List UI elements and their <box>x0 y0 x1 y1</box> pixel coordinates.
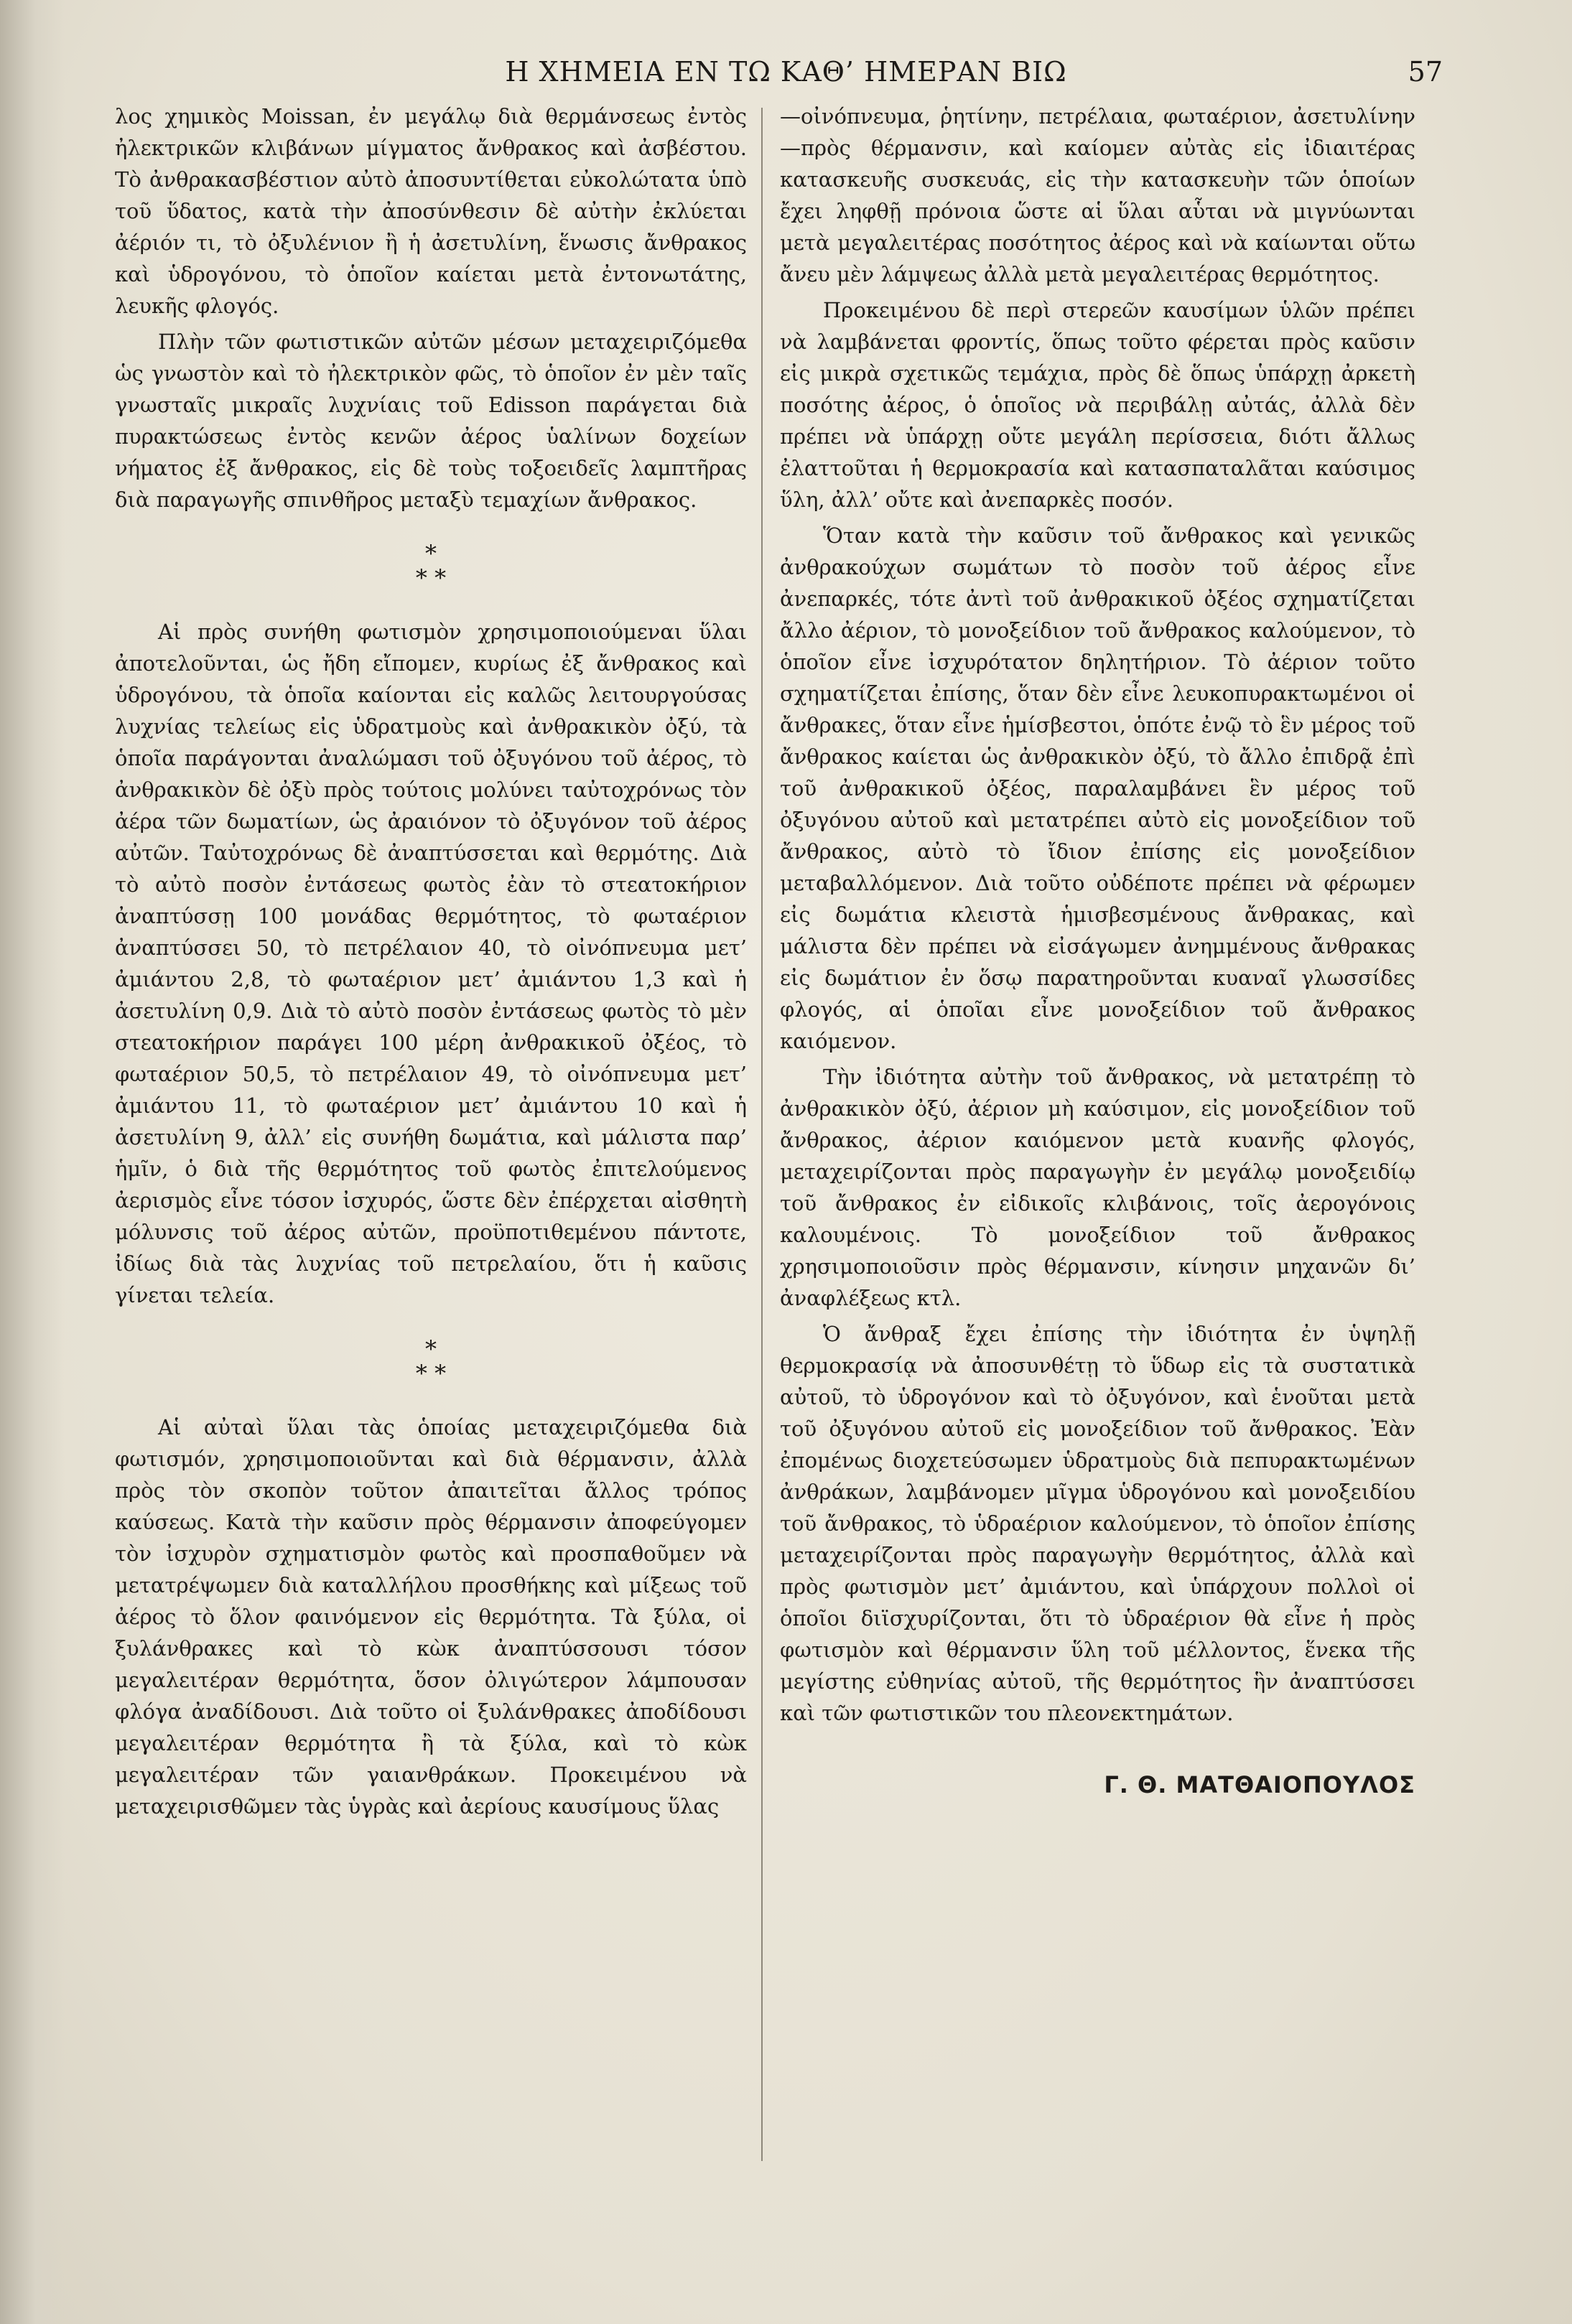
asterisk-top: * <box>425 1335 437 1363</box>
column-divider <box>761 108 763 2161</box>
paragraph: Αἱ πρὸς συνήθη φωτισμὸν χρησιμοποιούμεναι ὕλαι ἀποτελοῦνται, ὡς ἤδη εἴπομεν, κυρίως ἐξ ἄνθρακος καὶ ὑδρογόνου, τὰ ὁποῖα καίονται εἰς καλῶς λειτουργούσας λυχνίας τελείως εἰς ὑδρατμοὺς καὶ ἀνθρακικὸν ὀξύ, τὰ ὁποῖα παράγονται ἀναλώμασι τοῦ ὀξυγόνου τοῦ ἀέρος, τὸ ἀνθρακικὸν δὲ ὀξὺ πρὸς τούτοις μολύνει ταὐτοχρόνως τὸν ἀέρα τῶν δωματίων, ὡς ἀραιόνον τὸ ὀξυγόνον τοῦ ἀέρος αὐτῶν. Ταὐτοχρόνως δὲ ἀναπτύσσεται καὶ θερμότης. Διὰ τὸ αὐτὸ ποσὸν ἐντάσεως φωτὸς ἐὰν τὸ στεατοκήριον ἀναπτύσσῃ 100 μονάδας θερμότητος, τὸ φωταέριον ἀναπτύσσει 50, τὸ πετρέλαιον 40, τὸ οἰνόπνευμα μετ’ ἀμιάντου 2,8, τὸ φωταέριον μετ’ ἀμιάντου 1,3 καὶ ἡ ἀσετυλίνη 0,9. Διὰ τὸ αὐτὸ ποσὸν ἐντάσεως φωτὸς τὸ μὲν στεατοκήριον παράγει 100 μέρη ἀνθρακικοῦ ὀξέος, τὸ φωταέριον 50,5, τὸ πετρέλαιον 49, τὸ οἰνόπνευμα μετ’ ἀμιάντου 11, τὸ φωταέριον μετ’ ἀμιάντου 10 καὶ ἡ ἀσετυλίνη 9, ἀλλ’ εἰς συνήθη δωμάτια, καὶ μάλιστα παρ’ ἡμῖν, ὁ διὰ τῆς θερμότητος τοῦ φωτὸς ἐπιτελούμενος ἀερισμὸς εἶνε τόσον ἰσχυρός, ὥστε δὲν ἐπέρχεται αἰσθητὴ μόλυνσις τοῦ ἀέρος αὐτῶν, προϋποτιθεμένου πάντοτε, ἰδίως διὰ τὰς λυχνίας τοῦ πετρελαίου, ὅτι ἡ καῦσις γίνεται τελεία. <box>115 620 747 1307</box>
page-number: 57 <box>1408 56 1443 88</box>
asterisk-top: * <box>425 540 437 567</box>
paragraph: λος χημικὸς Moissan, ἐν μεγάλῳ διὰ θερμάνσεως ἐντὸς ἠλεκτρικῶν κλιβάνων μίγματος ἄνθρακος καὶ ἀσβέστου. Τὸ ἀνθρακασβέστιον αὐτὸ ἀποσυντίθεται εὐκολώτατα ὑπὸ τοῦ ὕδατος, κατὰ τὴν ἀποσύνθεσιν δὲ αὐτὴν ἐκλύεται ἀέριόν τι, τὸ ὀξυλένιον ἢ ἡ ἀσετυλίνη, ἕνωσις ἄνθρακος καὶ ὑδρογόνου, τὸ ὁποῖον καίεται μετὰ ἐντονωτάτης, λευκῆς φλογός. <box>115 104 747 318</box>
asterisk-bottom: * * <box>415 564 447 592</box>
paragraph: Πλὴν τῶν φωτιστικῶν αὐτῶν μέσων μεταχειριζόμεθα ὡς γνωστὸν καὶ τὸ ἠλεκτρικὸν φῶς, τὸ ὁποῖον ἐν μὲν ταῖς γνωσταῖς μικραῖς λυχνίαις τοῦ Edisson παράγεται διὰ πυρακτώσεως ἐντὸς κενῶν ἀέρος ὑαλίνων δοχείων νήματος ἐξ ἄνθρακος, εἰς δὲ τοὺς τοξοειδεῖς λαμπτῆρας διὰ παραγωγῆς σπινθῆρος μεταξὺ τεμαχίων ἄνθρακος. <box>115 330 747 512</box>
left-column <box>115 101 747 1826</box>
right-column <box>780 101 1415 1801</box>
paragraph: Αἱ αὐταὶ ὕλαι τὰς ὁποίας μεταχειριζόμεθα διὰ φωτισμόν, χρησιμοποιοῦνται καὶ διὰ θέρμανσιν, ἀλλὰ πρὸς τὸν σκοπὸν τοῦτον ἀπαιτεῖται ἄλλος τρόπος καύσεως. Κατὰ τὴν καῦσιν πρὸς θέρμανσιν ἀποφεύγομεν τὸν ἰσχυρὸν σχηματισμὸν φωτὸς καὶ προσπαθοῦμεν νὰ μετατρέψωμεν διὰ καταλλήλου προσθήκης καὶ μίξεως τοῦ ἀέρος τὸ ὅλον φαινόμενον εἰς θερμότητα. Τὰ ξύλα, οἱ ξυλάνθρακες καὶ τὸ κὼκ ἀναπτύσσουσι τόσον μεγαλειτέραν θερμότητα, ὅσον ὀλιγώτερον λάμπουσαν φλόγα ἀναδίδουσι. Διὰ τοῦτο οἱ ξυλάνθρακες ἀποδίδουσι μεγαλειτέραν θερμότητα ἢ τὰ ξύλα, καὶ τὸ κὼκ μεγαλειτέραν τῶν γαιανθράκων. Προκειμένου νὰ μεταχειρισθῶμεν τὰς ὑγρὰς καὶ ἀερίους καυσίμους ὕλας <box>115 1415 747 1819</box>
asterisk-bottom: * * <box>415 1360 447 1387</box>
section-separator <box>115 541 747 590</box>
author-signature: Γ. Θ. ΜΑΤΘΑΙΟΠΟΥΛΟΣ <box>1104 1771 1415 1798</box>
paragraph: Ὅταν κατὰ τὴν καῦσιν τοῦ ἄνθρακος καὶ γενικῶς ἀνθρακούχων σωμάτων τὸ ποσὸν τοῦ ἀέρος εἶνε ἀνεπαρκές, τότε ἀντὶ τοῦ ἀνθρακικοῦ ὀξέος σχηματίζεται ἄλλο ἀέριον, τὸ μονοξείδιον τοῦ ἄνθρακος καλούμενον, τὸ ὁποῖον εἶνε ἰσχυρότατον δηλητήριον. Τὸ ἀέριον τοῦτο σχηματίζεται ἐπίσης, ὅταν δὲν εἶνε λευκοπυρακτωμένοι οἱ ἄνθρακες, ὅταν εἶνε ἡμίσβεστοι, ὁπότε ἐνῷ τὸ ἓν μέρος τοῦ ἄνθρακος καίεται ὡς ἀνθρακικὸν ὀξύ, τὸ ἄλλο ἐπιδρᾷ ἐπὶ τοῦ ἀνθρακικοῦ ὀξέος, παραλαμβάνει ἓν μέρος τοῦ ὀξυγόνου αὐτοῦ καὶ μετατρέπει αὐτὸ εἰς μονοξείδιον τοῦ ἄνθρακος, αὐτὸ τὸ ἴδιον ἐπίσης εἰς μονοξείδιον μεταβαλλόμενον. Διὰ τοῦτο οὐδέποτε πρέπει νὰ φέρωμεν εἰς δωμάτια κλειστὰ ἡμισβεσμένους ἄνθρακας, καὶ μάλιστα δὲν πρέπει νὰ εἰσάγωμεν ἀνημμένους ἄνθρακας εἰς δωμάτιον ἐν ὅσῳ παρατηροῦνται κυαναῖ γλωσσίδες φλογός, αἱ ὁποῖαι εἶνε μονοξείδιον τοῦ ἄνθρακος καιόμενον. <box>780 523 1415 1053</box>
paragraph: Ὁ ἄνθραξ ἔχει ἐπίσης τὴν ἰδιότητα ἐν ὑψηλῇ θερμοκρασίᾳ νὰ ἀποσυνθέτῃ τὸ ὕδωρ εἰς τὰ συστατικὰ αὐτοῦ, τὸ ὑδρογόνον καὶ τὸ ὀξυγόνον, καὶ ἑνοῦται μετὰ τοῦ ὀξυγόνου αὐτοῦ εἰς μονοξείδιον τοῦ ἄνθρακος. Ἐὰν ἐπομένως διοχετεύσωμεν ὑδρατμοὺς διὰ πεπυρακτωμένων ἀνθράκων, λαμβάνομεν μῖγμα ὑδρογόνου καὶ μονοξειδίου τοῦ ἄνθρακος, τὸ ὑδραέριον καλούμενον, τὸ ὁποῖον ἐπίσης μεταχειρίζονται πρὸς παραγωγὴν θερμότητος, ἀλλὰ καὶ πρὸς φωτισμὸν μετ’ ἀμιάντου, καὶ ὑπάρχουν πολλοὶ οἱ ὁποῖοι διϊσχυρίζονται, ὅτι τὸ ὑδραέριον θὰ εἶνε ἡ πρὸς φωτισμὸν καὶ θέρμανσιν ὕλη τοῦ μέλλοντος, ἕνεκα τῆς μεγίστης εὐθηνίας αὐτοῦ, τῆς θερμότητος ἣν ἀναπτύσσει καὶ τῶν φωτιστικῶν του πλεονεκτημάτων. <box>780 1322 1415 1725</box>
paragraph: —οἰνόπνευμα, ῥητίνην, πετρέλαια, φωταέριον, ἀσετυλίνην—πρὸς θέρμανσιν, καὶ καίομεν αὐτὰς εἰς ἰδιαιτέρας κατασκευῆς συσκευάς, εἰς τὴν κατασκευὴν τῶν ὁποίων ἔχει ληφθῇ πρόνοια ὥστε αἱ ὕλαι αὗται νὰ μιγνύωνται μετὰ μεγαλειτέρας ποσότητος ἀέρος καὶ νὰ καίωνται οὕτω ἄνευ μὲν λάμψεως ἀλλὰ μετὰ μεγαλειτέρας θερμότητος. <box>780 104 1415 286</box>
page-header <box>0 56 1572 99</box>
running-title: Η ΧΗΜΕΙΑ ΕΝ ΤΩ ΚΑΘ’ ΗΜΕΡΑΝ ΒΙΩ <box>505 56 1067 88</box>
section-separator <box>115 1337 747 1386</box>
paragraph: Τὴν ἰδιότητα αὐτὴν τοῦ ἄνθρακος, νὰ μετατρέπῃ τὸ ἀνθρακικὸν ὀξύ, ἀέριον μὴ καύσιμον, εἰς μονοξείδιον τοῦ ἄνθρακος, ἀέριον καιόμενον μετὰ κυανῆς φλογός, μεταχειρίζονται πρὸς παραγωγὴν ἐν μεγάλῳ μονοξειδίῳ τοῦ ἄνθρακος ἐν εἰδικοῖς κλιβάνοις, τοῖς ἀερογόνοις καλουμένοις. Τὸ μονοξείδιον τοῦ ἄνθρακος χρησιμοποιοῦσιν πρὸς θέρμανσιν, κίνησιν μηχανῶν δι’ ἀναφλέξεως κτλ. <box>780 1065 1415 1310</box>
page-edge-shadow <box>0 0 65 2324</box>
paragraph: Προκειμένου δὲ περὶ στερεῶν καυσίμων ὑλῶν πρέπει νὰ λαμβάνεται φροντίς, ὅπως τοῦτο φέρεται πρὸς καῦσιν εἰς μικρὰ σχετικῶς τεμάχια, πρὸς δὲ ὅπως ὑπάρχῃ ἀρκετὴ ποσότης ἀέρος, ὁ ὁποῖος νὰ περιβάλῃ αὐτάς, ἀλλὰ δὲν πρέπει νὰ ὑπάρχῃ οὔτε μεγάλη περίσσεια, διότι ἄλλως ἐλαττοῦται ἡ θερμοκρασία καὶ κατασπαταλᾶται καύσιμος ὕλη, ἀλλ’ οὔτε καὶ ἀνεπαρκὲς ποσόν. <box>780 298 1415 512</box>
